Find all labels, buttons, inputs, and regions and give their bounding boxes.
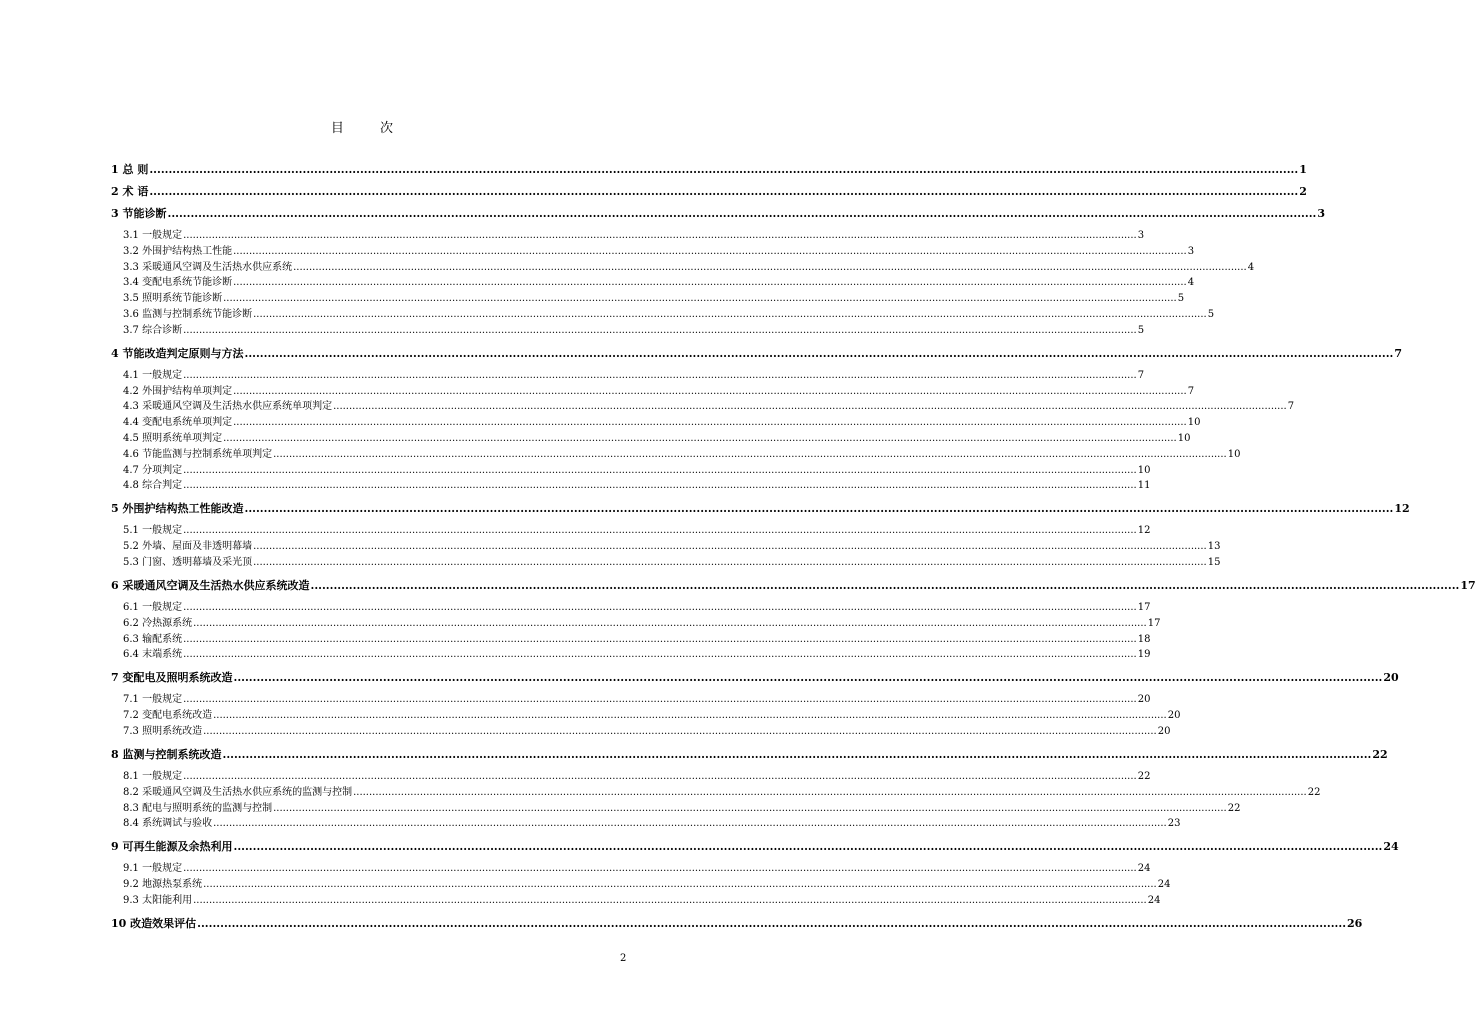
toc-entry-page: 20 [1383, 671, 1399, 685]
toc-entry[interactable] [123, 384, 1195, 400]
toc-entry-label: 3.6 监测与控制系统节能诊断 [123, 309, 253, 320]
toc-entry-label: 3.4 变配电系统节能诊断 [123, 277, 233, 289]
toc-entry-label: 4.8 综合判定 [123, 480, 183, 492]
toc-entry[interactable] [123, 399, 1295, 415]
toc-entry[interactable] [123, 724, 1171, 740]
toc-entry-page: 22 [1227, 802, 1241, 814]
toc-entry[interactable] [123, 447, 1241, 463]
toc-entry-label: 4.3 采暖通风空调及生活热水供应系统单项判定 [123, 401, 333, 413]
toc-entry-page: 20 [1167, 710, 1181, 722]
toc-leader-dots: ............................................................................................................................................................................................................................................................................................................ [183, 633, 1137, 645]
toc-leader-dots: ............................................................................................................................................................................................................................................................................................................ [353, 786, 1307, 798]
toc-leader-dots: ............................................................................................................................................................................................................................................................................................................ [233, 417, 1187, 429]
toc-entry-page: 2 [1299, 185, 1307, 198]
toc-entry-label: 1 总 则 [111, 163, 149, 176]
toc-entry-page: 3 [1187, 245, 1195, 257]
toc-entry-page: 10 [1177, 433, 1191, 444]
toc-entry-label: 4.7 分项判定 [123, 464, 183, 476]
toc-entry[interactable] [111, 184, 1307, 200]
toc-entry-page: 24 [1137, 863, 1151, 875]
toc-entry-label: 3.7 综合诊断 [123, 324, 183, 336]
toc-entry-page: 3 [1137, 230, 1145, 241]
toc-leader-dots: ............................................................................................................................................................................................................................................................................................................ [293, 261, 1247, 273]
toc-entry[interactable] [123, 539, 1221, 555]
toc-entry[interactable] [111, 916, 1363, 932]
toc-leader-dots: ............................................................................................................................................................................................................................................................................................................ [244, 346, 1394, 360]
toc-entry-label: 4.1 一般规定 [123, 369, 183, 381]
toc-entry-label: 6 采暖通风空调及生活热水供应系统改造 [111, 579, 310, 592]
toc-entry[interactable] [123, 647, 1151, 663]
toc-entry-page: 7 [1187, 385, 1195, 397]
toc-entry-label: 3.3 采暖通风空调及生活热水供应系统 [123, 261, 293, 273]
toc-entry-page: 7 [1394, 346, 1403, 360]
toc-entry[interactable] [123, 877, 1171, 893]
toc-entry-page: 1 [1299, 163, 1307, 176]
toc-entry-label: 8.2 采暖通风空调及生活热水供应系统的监测与控制 [123, 786, 353, 798]
toc-entry[interactable] [123, 463, 1151, 479]
toc-entry-label: 5.2 外墙、屋面及非透明幕墙 [123, 541, 253, 553]
toc-entry[interactable] [111, 162, 1307, 178]
toc-leader-dots: ............................................................................................................................................................................................................................................................................................................ [149, 163, 1299, 176]
toc-leader-dots: ............................................................................................................................................................................................................................................................................................................ [183, 649, 1137, 661]
toc-leader-dots: ............................................................................................................................................................................................................................................................................................................ [233, 671, 1383, 685]
toc-entry-label: 8.3 配电与照明系统的监测与控制 [123, 802, 273, 814]
toc-entry[interactable] [123, 260, 1255, 276]
toc-leader-dots: ............................................................................................................................................................................................................................................................................................................ [253, 309, 1207, 320]
toc-leader-dots: ............................................................................................................................................................................................................................................................................................................ [273, 802, 1227, 814]
toc-leader-dots: ............................................................................................................................................................................................................................................................................................................ [233, 385, 1187, 397]
toc-entry-page: 26 [1347, 917, 1363, 930]
toc-entry-label: 3.2 外围护结构热工性能 [123, 245, 233, 257]
toc-entry-label: 3 节能诊断 [111, 207, 167, 220]
toc-entry-label: 10 改造效果评估 [111, 917, 197, 930]
toc-leader-dots: ............................................................................................................................................................................................................................................................................................................ [222, 748, 1372, 761]
toc-entry-label: 4.6 节能监测与控制系统单项判定 [123, 448, 273, 460]
toc-entry[interactable] [123, 244, 1195, 260]
toc-entry[interactable] [123, 769, 1151, 785]
toc-leader-dots: ............................................................................................................................................................................................................................................................................................................ [193, 617, 1147, 629]
toc-entry-page: 10 [1227, 448, 1241, 460]
toc-entry-page: 20 [1157, 726, 1171, 737]
toc-leader-dots: ............................................................................................................................................................................................................................................................................................................ [183, 694, 1137, 706]
toc-entry-page: 4 [1247, 261, 1255, 273]
toc-entry-page: 15 [1207, 557, 1221, 568]
toc-entry-page: 7 [1137, 369, 1145, 381]
toc-entry[interactable] [123, 228, 1145, 244]
toc-leader-dots: ............................................................................................................................................................................................................................................................................................................ [193, 895, 1147, 906]
toc-entry-page: 5 [1207, 309, 1215, 320]
toc-leader-dots: ............................................................................................................................................................................................................................................................................................................ [183, 464, 1137, 476]
toc-entry-page: 5 [1137, 324, 1145, 336]
toc-leader-dots: ............................................................................................................................................................................................................................................................................................................ [203, 879, 1157, 891]
toc-entry-label: 5 外围护结构热工性能改造 [111, 502, 244, 516]
toc-entry[interactable] [111, 578, 1476, 594]
toc-title: 目 次 [330, 121, 410, 136]
toc-leader-dots: ............................................................................................................................................................................................................................................................................................................ [273, 448, 1227, 460]
toc-entry[interactable] [123, 291, 1185, 307]
toc-entry-label: 7.3 照明系统改造 [123, 726, 203, 737]
toc-entry-label: 6.2 冷热源系统 [123, 617, 193, 629]
toc-entry-label: 6.3 输配系统 [123, 633, 183, 645]
toc-leader-dots: ............................................................................................................................................................................................................................................................................................................ [203, 726, 1157, 737]
toc-entry[interactable] [111, 346, 1403, 362]
toc-entry[interactable] [123, 861, 1151, 877]
toc-entry-page: 3 [1317, 207, 1326, 220]
toc-leader-dots: ............................................................................................................................................................................................................................................................................................................ [253, 557, 1207, 568]
toc-entry-page: 10 [1187, 417, 1201, 429]
toc-entry-page: 24 [1147, 895, 1161, 906]
toc-entry-label: 2 术 语 [111, 185, 149, 198]
toc-entry-label: 6.4 末端系统 [123, 649, 183, 661]
toc-entry[interactable] [123, 523, 1151, 539]
toc-entry-label: 9.1 一般规定 [123, 863, 183, 875]
toc-entry-page: 12 [1137, 525, 1151, 537]
toc-entry-label: 7 变配电及照明系统改造 [111, 671, 233, 685]
toc-entry-label: 4.5 照明系统单项判定 [123, 433, 223, 444]
toc-entry[interactable] [123, 555, 1221, 571]
toc-entry[interactable] [123, 616, 1161, 632]
toc-leader-dots: ............................................................................................................................................................................................................................................................................................................ [333, 401, 1287, 413]
toc-leader-dots: ............................................................................................................................................................................................................................................................................................................ [233, 840, 1383, 854]
toc-entry[interactable] [123, 801, 1241, 817]
toc-entry-label: 8.1 一般规定 [123, 771, 183, 782]
toc-entry-label: 9.3 太阳能利用 [123, 895, 193, 906]
toc-leader-dots: ............................................................................................................................................................................................................................................................................................................ [183, 480, 1137, 492]
toc-entry-page: 4 [1187, 277, 1195, 289]
toc-entry-page: 22 [1307, 786, 1321, 798]
toc-entry-label: 5.1 一般规定 [123, 525, 183, 537]
toc-entry[interactable] [123, 600, 1151, 616]
toc-entry-page: 10 [1137, 464, 1151, 476]
toc-leader-dots: ............................................................................................................................................................................................................................................................................................................ [233, 277, 1187, 289]
toc-leader-dots: ............................................................................................................................................................................................................................................................................................................ [183, 525, 1137, 537]
toc-entry-label: 9.2 地源热泵系统 [123, 879, 203, 891]
toc-entry-label: 4.2 外围护结构单项判定 [123, 385, 233, 397]
toc-entry-page: 24 [1157, 879, 1171, 891]
toc-entry-page: 11 [1137, 480, 1151, 492]
toc-leader-dots: ............................................................................................................................................................................................................................................................................................................ [244, 502, 1394, 516]
toc-entry-page: 23 [1167, 818, 1181, 830]
toc-entry[interactable] [123, 275, 1195, 291]
toc-entry[interactable] [123, 708, 1181, 724]
toc-entry[interactable] [123, 431, 1191, 447]
toc-leader-dots: ............................................................................................................................................................................................................................................................................................................ [223, 433, 1177, 444]
toc-leader-dots: ............................................................................................................................................................................................................................................................................................................ [183, 863, 1137, 875]
toc-leader-dots: ............................................................................................................................................................................................................................................................................................................ [233, 245, 1187, 257]
toc-entry[interactable] [123, 307, 1215, 323]
toc-leader-dots: ............................................................................................................................................................................................................................................................................................................ [183, 324, 1137, 336]
toc-entry-page: 5 [1177, 293, 1185, 305]
toc-leader-dots: ............................................................................................................................................................................................................................................................................................................ [223, 293, 1177, 305]
toc-entry-label: 6.1 一般规定 [123, 602, 183, 613]
toc-entry-page: 12 [1394, 502, 1410, 516]
toc-leader-dots: ............................................................................................................................................................................................................................................................................................................ [183, 771, 1137, 782]
toc-entry[interactable] [123, 816, 1181, 832]
toc-leader-dots: ............................................................................................................................................................................................................................................................................................................ [167, 207, 1317, 220]
toc-leader-dots: ............................................................................................................................................................................................................................................................................................................ [183, 369, 1137, 381]
toc-entry-page: 17 [1137, 602, 1151, 613]
toc-entry-label: 8 监测与控制系统改造 [111, 748, 222, 761]
toc-entry[interactable] [123, 785, 1321, 801]
toc-entry-label: 4 节能改造判定原则与方法 [111, 346, 244, 360]
toc-entry-label: 7.1 一般规定 [123, 694, 183, 706]
toc-leader-dots: ............................................................................................................................................................................................................................................................................................................ [183, 602, 1137, 613]
toc-entry[interactable] [123, 478, 1151, 494]
toc-leader-dots: ............................................................................................................................................................................................................................................................................................................ [310, 579, 1460, 592]
toc-entry[interactable] [123, 323, 1145, 339]
toc-entry[interactable] [111, 839, 1399, 855]
toc-entry-page: 22 [1372, 748, 1388, 761]
toc-entry[interactable] [111, 670, 1399, 686]
toc-entry-label: 4.4 变配电系统单项判定 [123, 417, 233, 429]
toc-entry-label: 3.1 一般规定 [123, 230, 183, 241]
toc-entry[interactable] [123, 415, 1201, 431]
toc-leader-dots: ............................................................................................................................................................................................................................................................................................................ [149, 185, 1299, 198]
toc-entry[interactable] [111, 501, 1410, 517]
toc-entry-page: 22 [1137, 771, 1151, 782]
toc-entry[interactable] [111, 206, 1326, 222]
toc-entry-page: 17 [1147, 617, 1161, 629]
toc-leader-dots: ............................................................................................................................................................................................................................................................................................................ [197, 917, 1347, 930]
toc-entry-page: 24 [1383, 840, 1399, 854]
toc-entry-label: 9 可再生能源及余热利用 [111, 840, 233, 854]
toc-entry-label: 7.2 变配电系统改造 [123, 710, 213, 722]
toc-entry[interactable] [123, 632, 1151, 648]
toc-entry[interactable] [111, 747, 1388, 763]
toc-entry-page: 17 [1460, 579, 1476, 592]
toc-entry-page: 20 [1137, 694, 1151, 706]
toc-entry-label: 3.5 照明系统节能诊断 [123, 293, 223, 305]
toc-leader-dots: ............................................................................................................................................................................................................................................................................................................ [213, 818, 1167, 830]
toc-entry-page: 19 [1137, 649, 1151, 661]
toc-entry[interactable] [123, 893, 1161, 909]
toc-entry[interactable] [123, 368, 1145, 384]
toc-entry-page: 13 [1207, 541, 1221, 553]
toc-entry-label: 5.3 门窗、透明幕墙及采光顶 [123, 557, 253, 568]
toc-leader-dots: ............................................................................................................................................................................................................................................................................................................ [183, 230, 1137, 241]
toc-leader-dots: ............................................................................................................................................................................................................................................................................................................ [213, 710, 1167, 722]
toc-leader-dots: ............................................................................................................................................................................................................................................................................................................ [253, 541, 1207, 553]
page-number: 2 [620, 953, 627, 964]
toc-entry[interactable] [123, 692, 1151, 708]
toc-entry-page: 7 [1287, 401, 1295, 413]
toc-entry-page: 18 [1137, 633, 1151, 645]
toc-entry-label: 8.4 系统调试与验收 [123, 818, 213, 830]
